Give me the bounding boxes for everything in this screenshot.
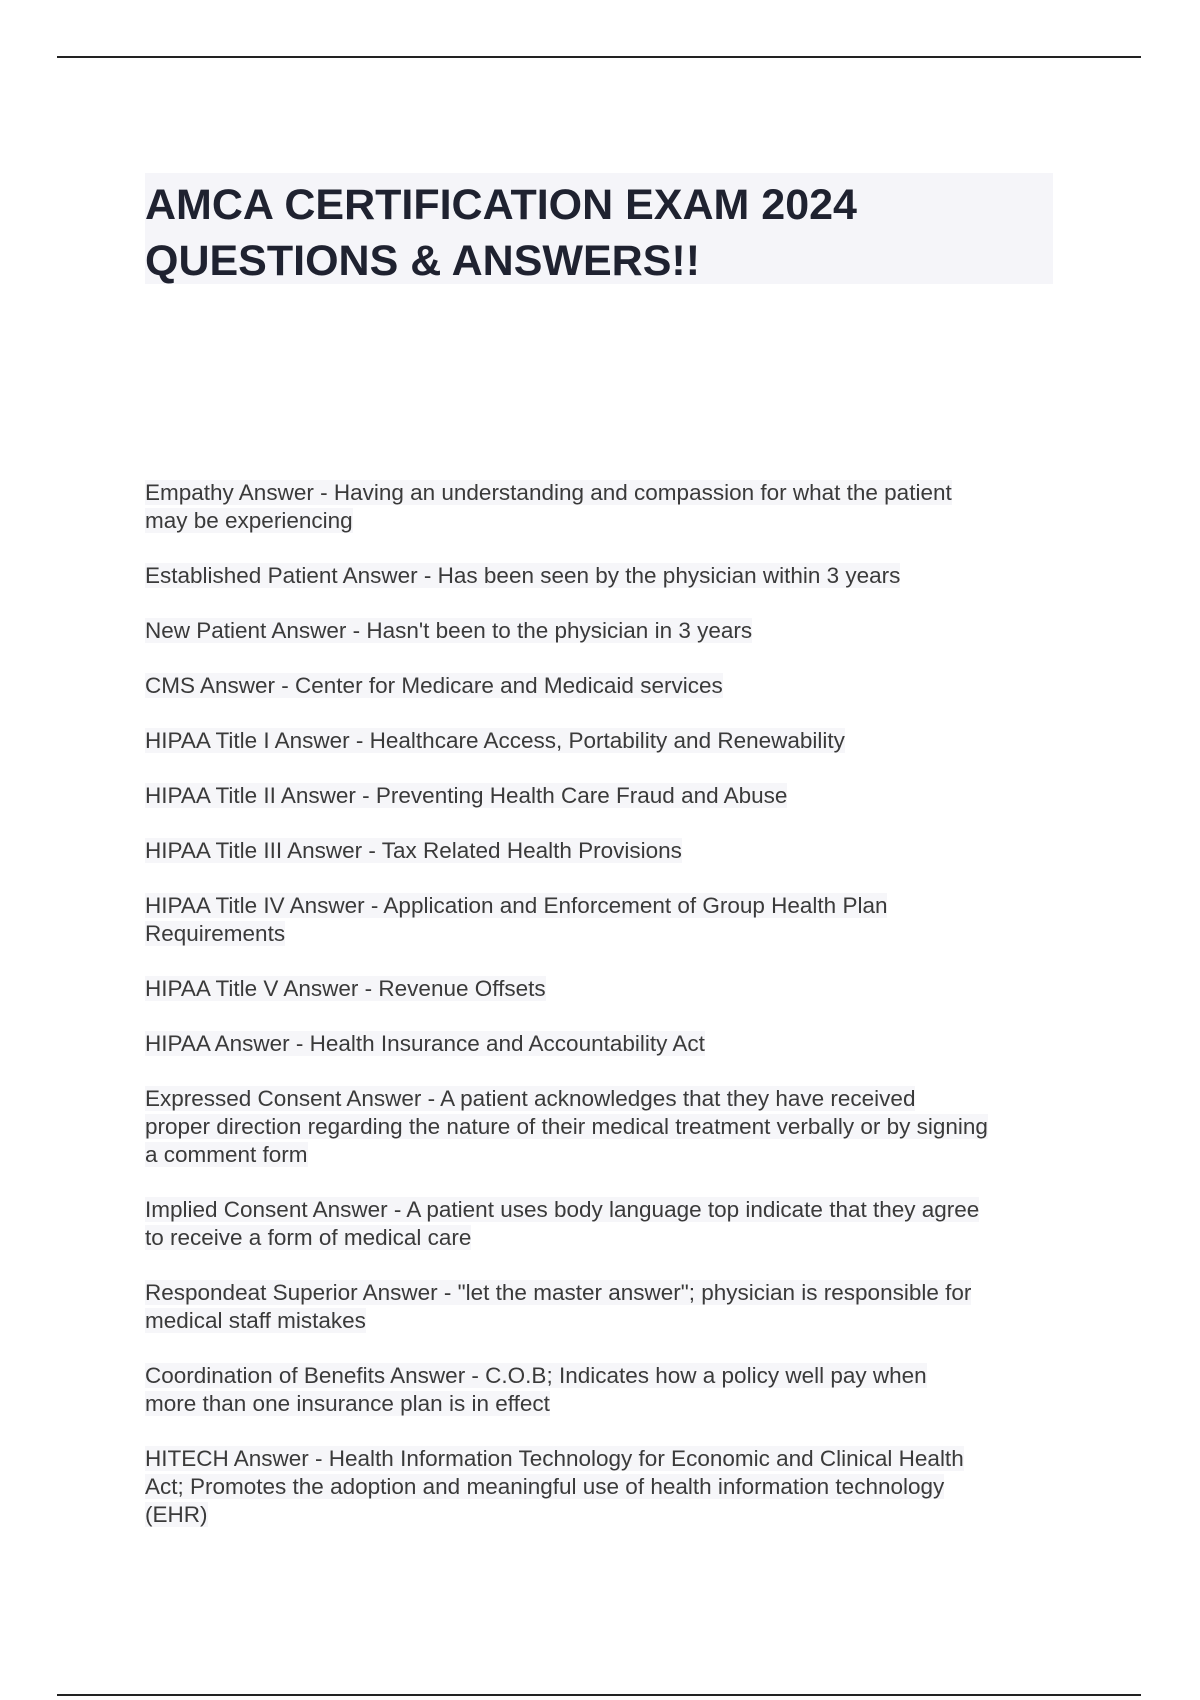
qa-entry-text: CMS Answer - Center for Medicare and Medicaid services — [145, 673, 723, 698]
qa-entry-line — [145, 1030, 1075, 1058]
qa-entry — [145, 1030, 1075, 1058]
qa-entry-line — [145, 1473, 1075, 1501]
qa-entry-text: Established Patient Answer - Has been seen by the physician within 3 years — [145, 563, 901, 588]
qa-list — [145, 479, 1075, 1556]
qa-entry-text: Act; Promotes the adoption and meaningful use of health information technology — [145, 1474, 945, 1499]
qa-entry-text: HIPAA Title I Answer - Healthcare Access, Portability and Renewability — [145, 728, 845, 753]
qa-entry — [145, 672, 1075, 700]
qa-entry-text: to receive a form of medical care — [145, 1225, 472, 1250]
qa-entry-text: may be experiencing — [145, 508, 353, 533]
qa-entry — [145, 562, 1075, 590]
title-line-1: AMCA CERTIFICATION EXAM 2024 — [145, 181, 857, 229]
qa-entry-line — [145, 1279, 1075, 1307]
qa-entry-text: medical staff mistakes — [145, 1308, 366, 1333]
footer-rule — [57, 1694, 1141, 1696]
qa-entry-text: Empathy Answer - Having an understanding and compassion for what the patient — [145, 480, 952, 505]
qa-entry-line — [145, 1085, 1075, 1113]
header-rule — [57, 56, 1141, 58]
qa-entry-text: Coordination of Benefits Answer - C.O.B; Indicates how a policy well pay when — [145, 1363, 927, 1388]
qa-entry-line — [145, 920, 1075, 948]
qa-entry — [145, 837, 1075, 865]
qa-entry-text: more than one insurance plan is in effect — [145, 1391, 550, 1416]
qa-entry-line — [145, 782, 1075, 810]
qa-entry — [145, 1445, 1075, 1529]
qa-entry-line — [145, 892, 1075, 920]
qa-entry-line — [145, 1113, 1075, 1141]
qa-entry — [145, 975, 1075, 1003]
qa-entry-line — [145, 617, 1075, 645]
qa-entry-line — [145, 975, 1075, 1003]
qa-entry — [145, 892, 1075, 948]
qa-entry-line — [145, 479, 1075, 507]
qa-entry-text: a comment form — [145, 1142, 308, 1167]
qa-entry-line — [145, 1224, 1075, 1252]
qa-entry-text: HIPAA Answer - Health Insurance and Accountability Act — [145, 1031, 705, 1056]
qa-entry-line — [145, 727, 1075, 755]
qa-entry-line — [145, 837, 1075, 865]
qa-entry — [145, 1279, 1075, 1335]
qa-entry — [145, 479, 1075, 535]
qa-entry-text: Expressed Consent Answer - A patient acknowledges that they have received — [145, 1086, 916, 1111]
qa-entry — [145, 1362, 1075, 1418]
qa-entry-line — [145, 507, 1075, 535]
document-title-block — [145, 173, 1053, 284]
title-line-2: QUESTIONS & ANSWERS!! — [145, 237, 701, 285]
qa-entry-text: proper direction regarding the nature of their medical treatment verbally or by signing — [145, 1114, 988, 1139]
qa-entry-line — [145, 1362, 1075, 1390]
qa-entry-line — [145, 562, 1075, 590]
qa-entry-text: Implied Consent Answer - A patient uses body language top indicate that they agree — [145, 1197, 980, 1222]
qa-entry-line — [145, 672, 1075, 700]
qa-entry-text: (EHR) — [145, 1502, 208, 1527]
qa-entry-text: HITECH Answer - Health Information Technology for Economic and Clinical Health — [145, 1446, 964, 1471]
qa-entry-text: HIPAA Title V Answer - Revenue Offsets — [145, 976, 546, 1001]
qa-entry-line — [145, 1445, 1075, 1473]
qa-entry — [145, 1196, 1075, 1252]
qa-entry-text: New Patient Answer - Hasn't been to the physician in 3 years — [145, 618, 753, 643]
qa-entry — [145, 1085, 1075, 1169]
qa-entry — [145, 617, 1075, 645]
document-title — [145, 173, 1053, 289]
qa-entry-line — [145, 1390, 1075, 1418]
qa-entry — [145, 727, 1075, 755]
qa-entry-line — [145, 1307, 1075, 1335]
qa-entry-text: HIPAA Title II Answer - Preventing Health Care Fraud and Abuse — [145, 783, 788, 808]
qa-entry-text: HIPAA Title IV Answer - Application and Enforcement of Group Health Plan — [145, 893, 888, 918]
qa-entry-line — [145, 1141, 1075, 1169]
qa-entry-text: HIPAA Title III Answer - Tax Related Health Provisions — [145, 838, 682, 863]
qa-entry-line — [145, 1196, 1075, 1224]
qa-entry — [145, 782, 1075, 810]
qa-entry-text: Respondeat Superior Answer - "let the master answer"; physician is responsible for — [145, 1280, 972, 1305]
qa-entry-text: Requirements — [145, 921, 286, 946]
qa-entry-line — [145, 1501, 1075, 1529]
